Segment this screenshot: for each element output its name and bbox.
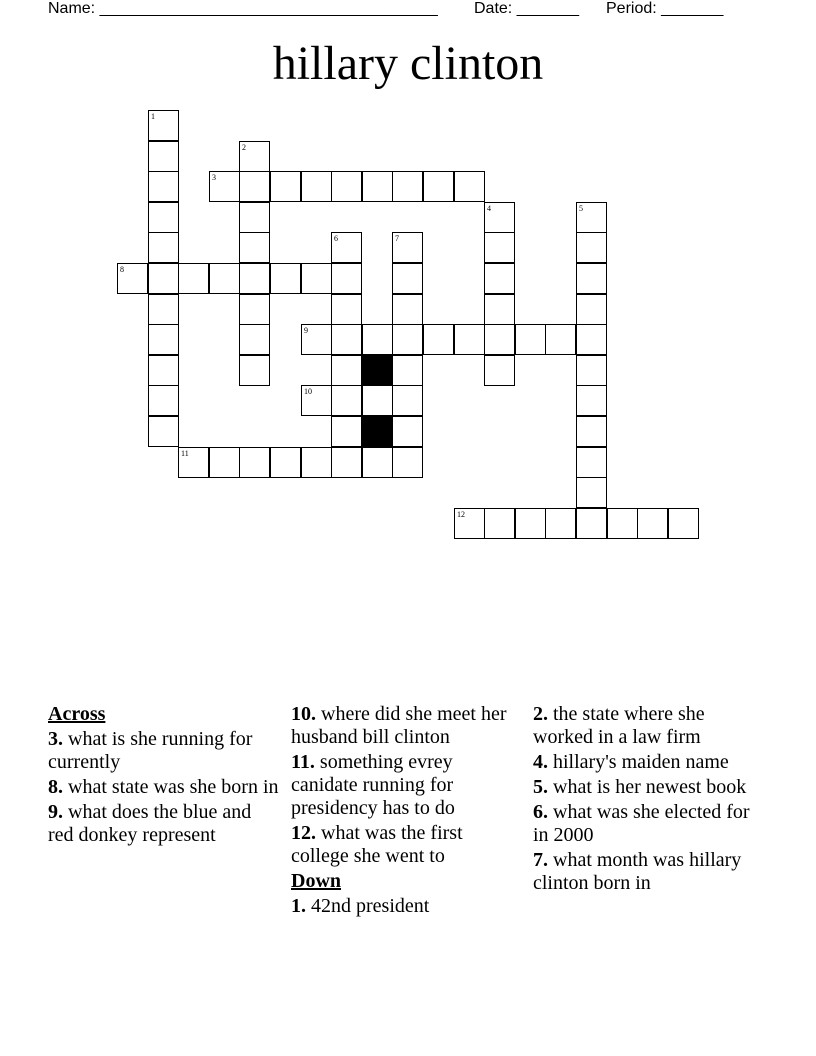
clue-text: what is her newest book xyxy=(553,776,747,798)
crossword-cell[interactable] xyxy=(576,508,607,539)
clue-number-label: 1 xyxy=(151,112,155,121)
clue-number-label: 6 xyxy=(334,234,338,243)
clue-number-label: 12 xyxy=(457,510,465,519)
crossword-cell[interactable] xyxy=(392,263,423,294)
clue-text: where did she meet her husband bill clinton xyxy=(291,703,507,748)
down-clue-2 xyxy=(533,703,765,749)
clue-column-1 xyxy=(48,703,280,849)
puzzle-title: hillary clinton xyxy=(272,37,544,90)
clue-number-label: 3 xyxy=(212,173,216,182)
crossword-cell[interactable] xyxy=(148,141,179,172)
crossword-cell[interactable] xyxy=(148,171,179,202)
clue-text: 42nd president xyxy=(311,895,430,917)
crossword-cell[interactable] xyxy=(239,171,270,202)
crossword-cell[interactable] xyxy=(301,447,332,478)
crossword-cell[interactable] xyxy=(454,171,485,202)
crossword-cell[interactable] xyxy=(392,171,423,202)
clue-number: 4. xyxy=(533,751,548,773)
crossword-cell[interactable] xyxy=(392,385,423,416)
crossword-cell[interactable] xyxy=(239,447,270,478)
crossword-cell[interactable] xyxy=(607,508,638,539)
crossword-cell[interactable] xyxy=(392,355,423,386)
across-clue-9 xyxy=(48,801,280,847)
name-field[interactable]: Name: ______________________________________ xyxy=(48,0,438,17)
down-clue-7 xyxy=(533,849,765,895)
crossword-cell[interactable] xyxy=(148,294,179,325)
clue-number: 3. xyxy=(48,728,63,750)
clue-text: the state where she worked in a law firm xyxy=(533,703,705,748)
crossword-cell[interactable] xyxy=(576,477,607,508)
clue-number-label: 9 xyxy=(304,326,308,335)
crossword-cell[interactable] xyxy=(576,294,607,325)
crossword-cell[interactable] xyxy=(576,263,607,294)
date-field[interactable]: Date: _______ xyxy=(474,0,579,17)
crossword-cell[interactable] xyxy=(484,294,515,325)
crossword-cell[interactable] xyxy=(148,385,179,416)
crossword-cell[interactable] xyxy=(423,324,454,355)
crossword-cell[interactable] xyxy=(148,324,179,355)
crossword-cell[interactable] xyxy=(454,508,485,539)
crossword-block xyxy=(362,355,393,386)
crossword-cell[interactable] xyxy=(209,263,240,294)
crossword-cell[interactable] xyxy=(484,508,515,539)
crossword-cell[interactable] xyxy=(576,324,607,355)
crossword-cell[interactable] xyxy=(484,202,515,233)
clue-number: 6. xyxy=(533,801,548,823)
crossword-cell[interactable] xyxy=(331,232,362,263)
crossword-cell[interactable] xyxy=(392,294,423,325)
across-heading: Across xyxy=(48,703,106,725)
crossword-cell[interactable] xyxy=(331,171,362,202)
crossword-cell[interactable] xyxy=(148,263,179,294)
crossword-cell[interactable] xyxy=(209,447,240,478)
down-clue-1 xyxy=(291,895,523,918)
down-clue-5 xyxy=(533,776,765,799)
crossword-cell[interactable] xyxy=(209,171,240,202)
clue-column-3 xyxy=(533,703,765,897)
clue-number: 7. xyxy=(533,849,548,871)
crossword-cell[interactable] xyxy=(301,324,332,355)
clue-text: hillary's maiden name xyxy=(553,751,729,773)
crossword-cell[interactable] xyxy=(362,385,393,416)
crossword-cell[interactable] xyxy=(239,263,270,294)
crossword-cell[interactable] xyxy=(239,294,270,325)
clue-number: 1. xyxy=(291,895,306,917)
down-clue-4 xyxy=(533,751,765,774)
crossword-cell[interactable] xyxy=(392,416,423,447)
clue-number-label: 5 xyxy=(579,204,583,213)
across-clue-3 xyxy=(48,728,280,774)
crossword-block xyxy=(362,416,393,447)
crossword-cell[interactable] xyxy=(270,263,301,294)
crossword-cell[interactable] xyxy=(178,263,209,294)
clue-text: something evrey canidate running for presidency has to do xyxy=(291,751,455,819)
crossword-cell[interactable] xyxy=(331,416,362,447)
clue-number: 10. xyxy=(291,703,316,725)
clue-text: what does the blue and red donkey represent xyxy=(48,801,252,846)
crossword-cell[interactable] xyxy=(392,447,423,478)
crossword-cell[interactable] xyxy=(117,263,148,294)
crossword-cell[interactable] xyxy=(331,355,362,386)
clue-number-label: 4 xyxy=(487,204,491,213)
crossword-cell[interactable] xyxy=(148,416,179,447)
crossword-cell[interactable] xyxy=(545,508,576,539)
crossword-cell[interactable] xyxy=(392,232,423,263)
crossword-cell[interactable] xyxy=(545,324,576,355)
clue-number: 11. xyxy=(291,751,315,773)
crossword-cell[interactable] xyxy=(148,355,179,386)
across-clue-10 xyxy=(291,703,523,749)
crossword-cell[interactable] xyxy=(331,447,362,478)
crossword-cell[interactable] xyxy=(270,171,301,202)
clue-text: what state was she born in xyxy=(68,776,279,798)
crossword-cell[interactable] xyxy=(239,324,270,355)
crossword-cell[interactable] xyxy=(331,324,362,355)
crossword-cell[interactable] xyxy=(576,232,607,263)
down-clue-6 xyxy=(533,801,765,847)
crossword-cell[interactable] xyxy=(148,232,179,263)
crossword-cell[interactable] xyxy=(239,141,270,172)
crossword-cell[interactable] xyxy=(331,385,362,416)
clue-number-label: 10 xyxy=(304,387,312,396)
crossword-cell[interactable] xyxy=(515,324,546,355)
crossword-cell[interactable] xyxy=(484,324,515,355)
crossword-cell[interactable] xyxy=(362,324,393,355)
clue-number-label: 2 xyxy=(242,143,246,152)
clue-text: what is she running for currently xyxy=(48,728,253,773)
crossword-cell[interactable] xyxy=(423,171,454,202)
clue-number: 9. xyxy=(48,801,63,823)
clue-number: 2. xyxy=(533,703,548,725)
crossword-cell[interactable] xyxy=(331,263,362,294)
crossword-cell[interactable] xyxy=(148,110,179,141)
crossword-cell[interactable] xyxy=(576,447,607,478)
clue-number: 12. xyxy=(291,822,316,844)
clue-column-2 xyxy=(291,703,523,920)
crossword-cell[interactable] xyxy=(362,171,393,202)
across-clue-12 xyxy=(291,822,523,868)
clue-text: what was she elected for in 2000 xyxy=(533,801,750,846)
across-clue-11 xyxy=(291,751,523,820)
crossword-cell[interactable] xyxy=(484,232,515,263)
crossword-cell[interactable] xyxy=(301,263,332,294)
crossword-cell[interactable] xyxy=(239,355,270,386)
clue-number-label: 8 xyxy=(120,265,124,274)
period-field[interactable]: Period: _______ xyxy=(606,0,724,17)
crossword-cell[interactable] xyxy=(576,355,607,386)
crossword-cell[interactable] xyxy=(270,447,301,478)
crossword-cell[interactable] xyxy=(331,294,362,325)
across-clue-8 xyxy=(48,776,280,799)
clue-text: what month was hillary clinton born in xyxy=(533,849,742,894)
crossword-cell[interactable] xyxy=(454,324,485,355)
crossword-cell[interactable] xyxy=(148,202,179,233)
clue-number: 5. xyxy=(533,776,548,798)
clue-number-label: 11 xyxy=(181,449,189,458)
crossword-cell[interactable] xyxy=(362,447,393,478)
clue-text: what was the first college she went to xyxy=(291,822,463,867)
crossword-cell[interactable] xyxy=(484,355,515,386)
crossword-cell[interactable] xyxy=(301,385,332,416)
crossword-cell[interactable] xyxy=(637,508,668,539)
clue-number: 8. xyxy=(48,776,63,798)
crossword-cell[interactable] xyxy=(576,416,607,447)
crossword-cell[interactable] xyxy=(668,508,699,539)
clue-number-label: 7 xyxy=(395,234,399,243)
crossword-cell[interactable] xyxy=(392,324,423,355)
crossword-cell[interactable] xyxy=(576,385,607,416)
crossword-cell[interactable] xyxy=(515,508,546,539)
crossword-cell[interactable] xyxy=(301,171,332,202)
crossword-cell[interactable] xyxy=(239,202,270,233)
crossword-cell[interactable] xyxy=(576,202,607,233)
crossword-cell[interactable] xyxy=(484,263,515,294)
down-heading: Down xyxy=(291,870,342,892)
crossword-cell[interactable] xyxy=(239,232,270,263)
crossword-cell[interactable] xyxy=(178,447,209,478)
